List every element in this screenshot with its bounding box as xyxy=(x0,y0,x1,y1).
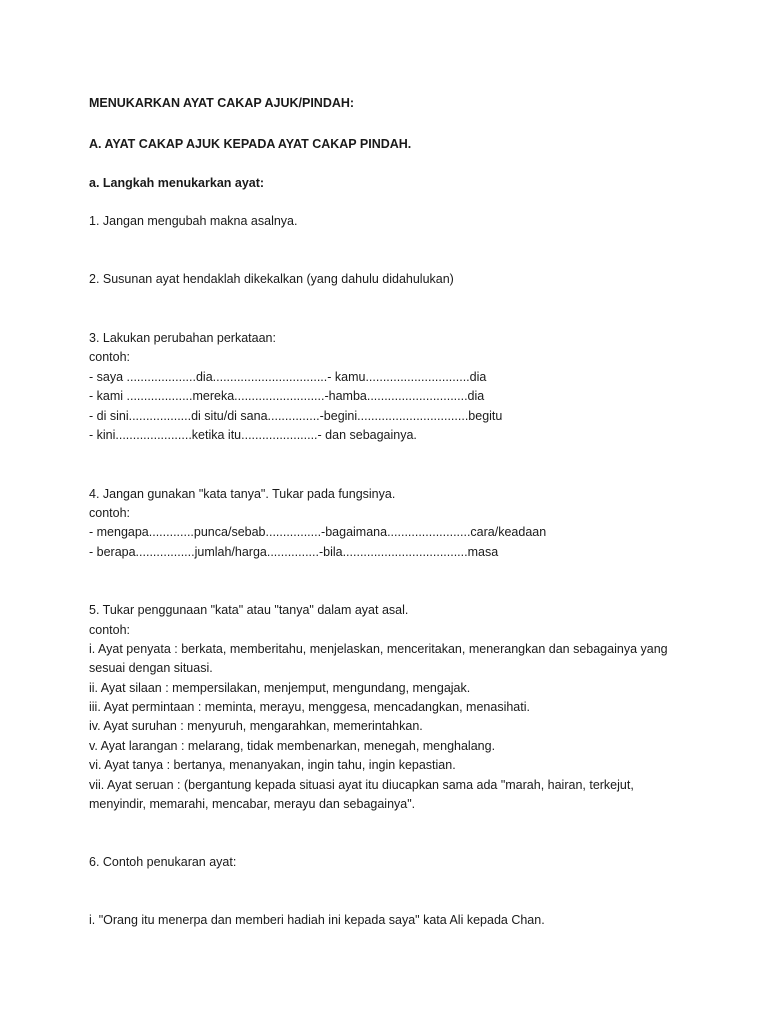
section-heading-a: A. AYAT CAKAP AJUK KEPADA AYAT CAKAP PINDAH. xyxy=(89,137,412,151)
subsection-heading-a: a. Langkah menukarkan ayat: xyxy=(89,176,265,190)
step-5-line: iv. Ayat suruhan : menyuruh, mengarahkan, memerintahkan. xyxy=(89,719,423,733)
step-1: 1. Jangan mengubah makna asalnya. xyxy=(89,214,298,228)
step-5-line: i. Ayat penyata : berkata, memberitahu, menjelaskan, menceritakan, menerangkan dan sebagainya yang xyxy=(89,642,668,656)
step-3-line: - di sini..................di situ/di sana...............-begini................................begitu xyxy=(89,409,503,423)
step-5-contoh: contoh: xyxy=(89,623,131,637)
step-4-line: - mengapa.............punca/sebab................-bagaimana........................cara/keadaan xyxy=(89,525,547,539)
step-5-line: iii. Ayat permintaan : meminta, merayu, menggesa, mencadangkan, menasihati. xyxy=(89,700,530,714)
step-4-line: - berapa.................jumlah/harga...............-bila....................................masa xyxy=(89,545,499,559)
step-3-contoh: contoh: xyxy=(89,350,131,364)
step-3-heading: 3. Lakukan perubahan perkataan: xyxy=(89,331,276,345)
step-5-line: vi. Ayat tanya : bertanya, menanyakan, ingin tahu, ingin kepastian. xyxy=(89,758,456,772)
step-5-line: menyindir, memarahi, mencabar, merayu dan sebagainya". xyxy=(89,797,416,811)
step-5-line: sesuai dengan situasi. xyxy=(89,661,213,675)
step-3-line: - saya ....................dia.................................- kamu..............................dia xyxy=(89,370,487,384)
step-6-heading: 6. Contoh penukaran ayat: xyxy=(89,855,237,869)
step-3-line: - kami ...................mereka..........................-hamba.............................dia xyxy=(89,389,485,403)
step-5-line: ii. Ayat silaan : mempersilakan, menjemput, mengundang, mengajak. xyxy=(89,681,471,695)
example-1: i. "Orang itu menerpa dan memberi hadiah ini kepada saya" kata Ali kepada Chan. xyxy=(89,913,545,927)
step-5-line: v. Ayat larangan : melarang, tidak membenarkan, menegah, menghalang. xyxy=(89,739,496,753)
document-title: MENUKARKAN AYAT CAKAP AJUK/PINDAH: xyxy=(89,96,355,110)
step-2: 2. Susunan ayat hendaklah dikekalkan (yang dahulu didahulukan) xyxy=(89,272,454,286)
step-3-line: - kini......................ketika itu......................- dan sebagainya. xyxy=(89,428,417,442)
step-4-contoh: contoh: xyxy=(89,506,131,520)
step-5-heading: 5. Tukar penggunaan "kata" atau "tanya" dalam ayat asal. xyxy=(89,603,409,617)
step-5-line: vii. Ayat seruan : (bergantung kepada situasi ayat itu diucapkan sama ada "marah, hairan, terkejut, xyxy=(89,778,634,792)
step-4-heading: 4. Jangan gunakan "kata tanya". Tukar pada fungsinya. xyxy=(89,487,396,501)
